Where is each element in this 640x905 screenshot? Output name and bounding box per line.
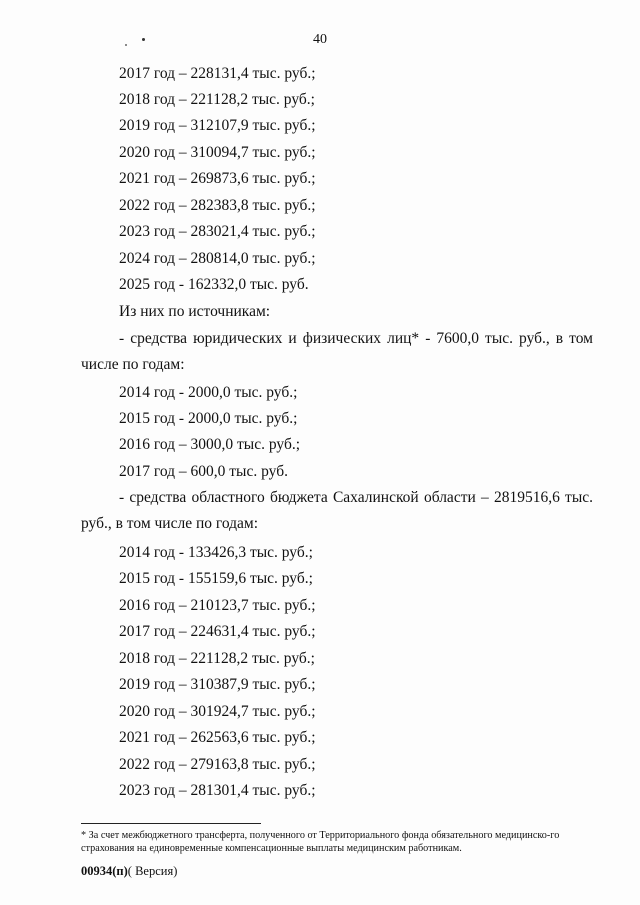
year-line: 2022 год – 282383,8 тыс. руб.; [119, 197, 316, 214]
year-line: 2017 год – 224631,4 тыс. руб.; [119, 623, 316, 640]
sources-heading: Из них по источникам: [119, 303, 271, 320]
year-line: 2019 год – 312107,9 тыс. руб.; [119, 117, 316, 134]
year-line: 2020 год – 310094,7 тыс. руб.; [119, 144, 316, 161]
document-code-number: 00934(п) [81, 864, 128, 878]
regional-budget-paragraph [81, 485, 593, 537]
document-code [81, 864, 177, 879]
year-line: 2021 год – 262563,6 тыс. руб.; [119, 729, 316, 746]
year-line: 2023 год – 281301,4 тыс. руб.; [119, 782, 316, 799]
year-line: 2025 год - 162332,0 тыс. руб. [119, 276, 309, 293]
year-line: 2019 год – 310387,9 тыс. руб.; [119, 676, 316, 693]
document-code-version: ( Версия) [127, 864, 178, 878]
footnote-text: * За счет межбюджетного трансферта, полученного от Территориального фонда обязательного медицинско-го страхования на единовременные компенсационные выплаты медицинским работникам. [81, 830, 560, 854]
year-line: 2017 год – 228131,4 тыс. руб.; [119, 65, 316, 82]
year-line: 2018 год – 221128,2 тыс. руб.; [119, 91, 315, 108]
year-line: 2017 год – 600,0 тыс. руб. [119, 463, 288, 480]
year-line: 2021 год – 269873,6 тыс. руб.; [119, 170, 316, 187]
year-line: 2024 год – 280814,0 тыс. руб.; [119, 250, 316, 267]
year-line: 2014 год - 133426,3 тыс. руб.; [119, 544, 313, 561]
paragraph-first-line: - средства юридических и физических лиц* - 7600,0 тыс. руб., в том [119, 330, 593, 347]
year-line: 2015 год - 2000,0 тыс. руб.; [119, 410, 298, 427]
paragraph-first-line: - средства областного бюджета Сахалинской области – 2819516,6 тыс. [119, 489, 593, 506]
year-line: 2015 год - 155159,6 тыс. руб.; [119, 570, 313, 587]
year-line: 2020 год – 301924,7 тыс. руб.; [119, 703, 316, 720]
year-line: 2018 год – 221128,2 тыс. руб.; [119, 650, 315, 667]
paragraph-second-line: руб., в том числе по годам: [81, 515, 259, 532]
year-line: 2016 год – 210123,7 тыс. руб.; [119, 597, 316, 614]
legal-persons-paragraph [81, 326, 593, 378]
paragraph-second-line: числе по годам: [81, 356, 185, 373]
year-line: 2016 год – 3000,0 тыс. руб.; [119, 436, 301, 453]
year-line: 2022 год – 279163,8 тыс. руб.; [119, 756, 316, 773]
year-line: 2014 год - 2000,0 тыс. руб.; [119, 384, 298, 401]
footnote-divider [81, 823, 261, 824]
year-line: 2023 год – 283021,4 тыс. руб.; [119, 223, 316, 240]
page-number: 40 [313, 32, 327, 47]
